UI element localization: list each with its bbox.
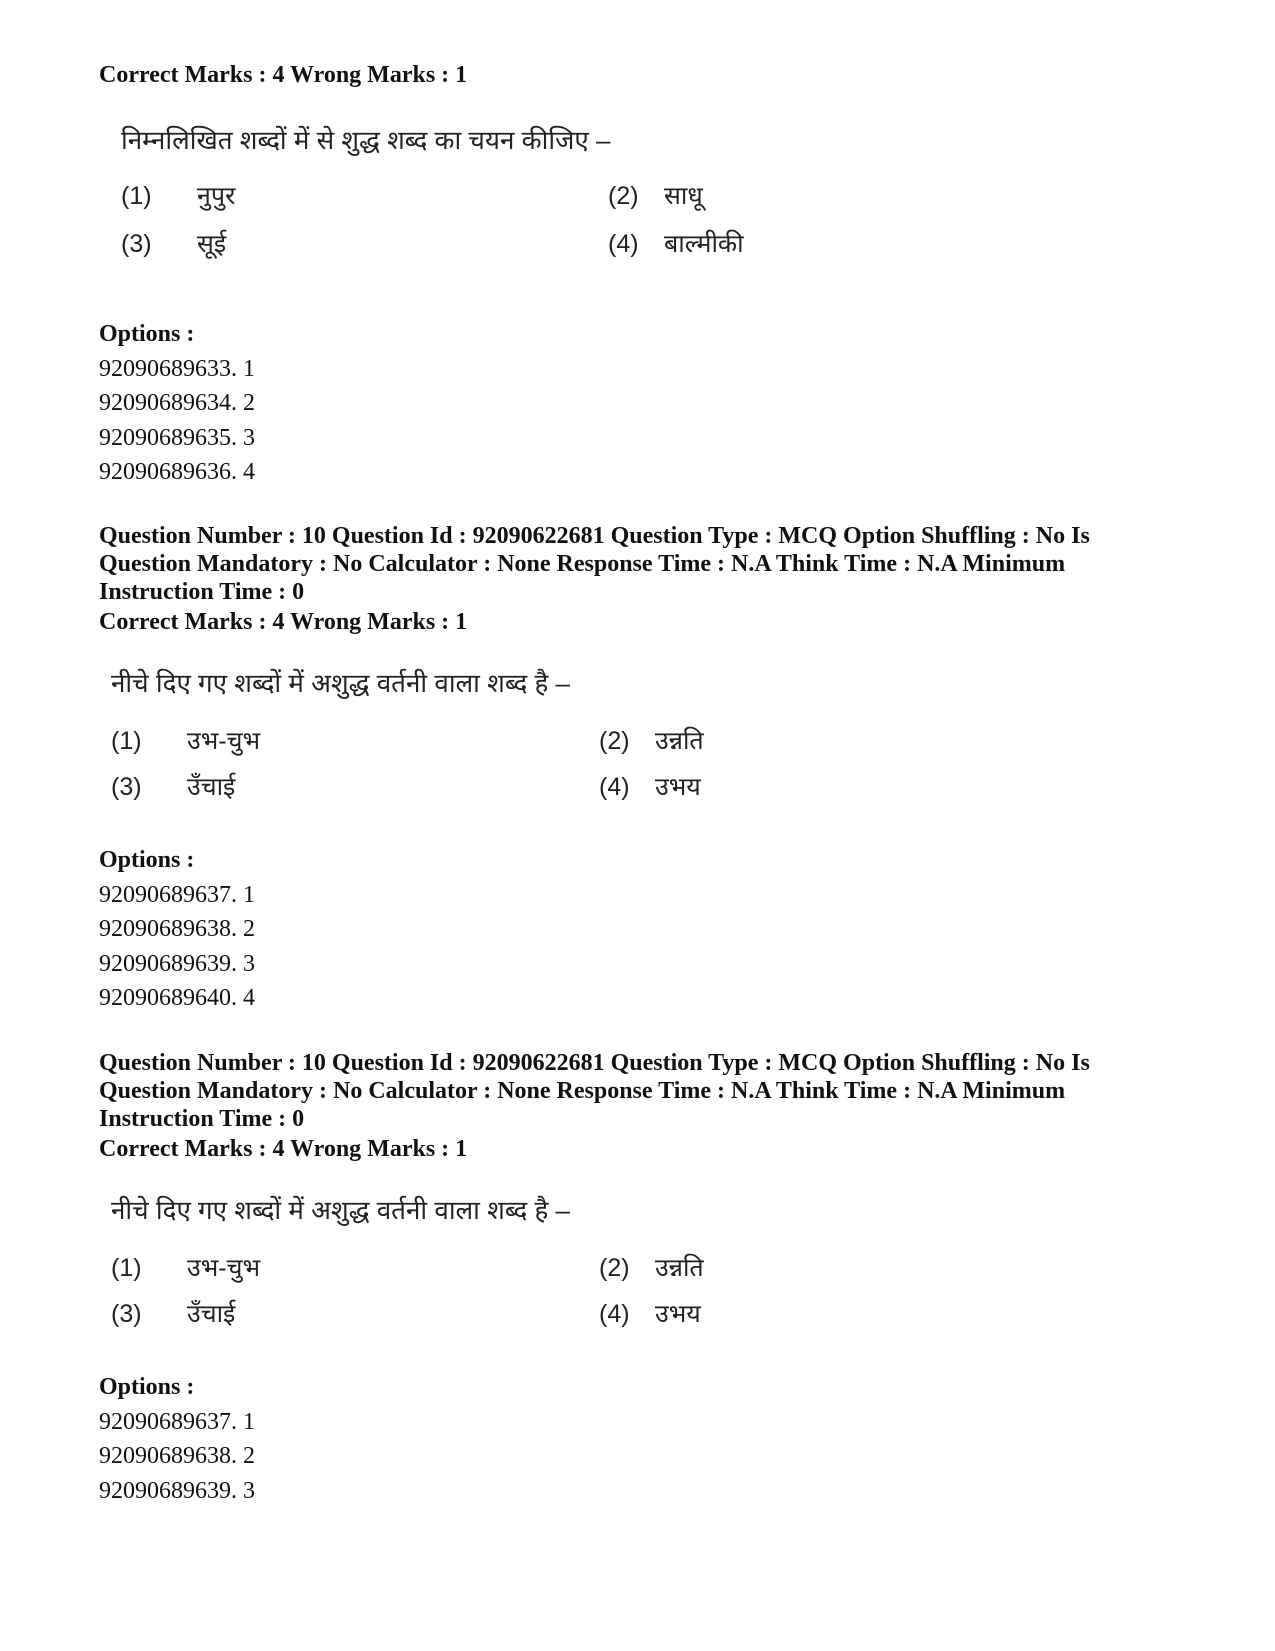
choice-number: (1) [121, 182, 152, 210]
meta-line-1: Question Number : 10 Question Id : 92090622681 Question Type : MCQ Option Shuffling : No Is [99, 1050, 1090, 1076]
q10b-options-list [99, 1370, 255, 1508]
meta-line-1: Question Number : 10 Question Id : 92090622681 Question Type : MCQ Option Shuffling : No Is [99, 523, 1090, 549]
meta-line-2: Question Mandatory : No Calculator : None Response Time : N.A Think Time : N.A Minimum [99, 1078, 1066, 1104]
option-line: 92090689638. 2 [99, 916, 255, 942]
meta-line-2: Question Mandatory : No Calculator : None Response Time : N.A Think Time : N.A Minimum [99, 551, 1066, 577]
choice-number: (4) [599, 1300, 630, 1328]
choice-number: (1) [111, 727, 142, 755]
choice-number: (3) [121, 230, 152, 258]
choice-text: उँचाई [187, 773, 236, 801]
choice-text: नुपुर [197, 182, 236, 210]
choice-number: (4) [608, 230, 639, 258]
q10a-options-list [99, 843, 255, 1016]
meta-line-3: Instruction Time : 0 [99, 579, 305, 605]
choice-text: साधू [664, 182, 703, 210]
choice-text: सूई [197, 230, 227, 258]
q9-question-text: निम्नलिखित शब्दों में से शुद्ध शब्द का चयन कीजिए – [121, 125, 611, 155]
option-line: 92090689633. 1 [99, 355, 255, 382]
q10b-metadata [99, 1049, 1090, 1133]
q9-choice-4 [608, 229, 744, 259]
q10a-choice-1 [111, 726, 260, 756]
q10b-marks: Correct Marks : 4 Wrong Marks : 1 [99, 1136, 468, 1162]
q10a-question-text: नीचे दिए गए शब्दों में अशुद्ध वर्तनी वाला शब्द है – [111, 668, 570, 698]
q10b-choice-4 [599, 1299, 701, 1329]
choice-text: उभ-चुभ [187, 727, 261, 755]
q10a-choice-4 [599, 772, 701, 802]
choice-number: (3) [111, 1300, 142, 1328]
option-line: 92090689640. 4 [99, 985, 255, 1011]
option-line: 92090689637. 1 [99, 1408, 255, 1435]
choice-number: (2) [599, 1254, 630, 1282]
meta-line-3: Instruction Time : 0 [99, 1106, 305, 1132]
options-heading: Options : [99, 847, 195, 873]
choice-text: उन्नति [655, 1254, 704, 1282]
option-line: 92090689634. 2 [99, 390, 255, 416]
q10a-choice-3 [111, 772, 235, 802]
choice-number: (4) [599, 773, 630, 801]
q9-choice-1 [121, 181, 235, 211]
choice-text: उभ-चुभ [187, 1254, 261, 1282]
q10a-marks: Correct Marks : 4 Wrong Marks : 1 [99, 609, 468, 635]
q10b-choice-3 [111, 1299, 235, 1329]
choice-number: (1) [111, 1254, 142, 1282]
q10a-metadata [99, 522, 1090, 606]
q9-choice-2 [608, 181, 703, 211]
choice-number: (3) [111, 773, 142, 801]
choice-text: उभय [655, 1300, 701, 1328]
choice-number: (2) [608, 182, 639, 210]
choice-text: बाल्मीकी [664, 230, 744, 258]
q9-choice-3 [121, 229, 226, 259]
q10b-question-text: नीचे दिए गए शब्दों में अशुद्ध वर्तनी वाला शब्द है – [111, 1195, 570, 1225]
option-line: 92090689639. 3 [99, 950, 255, 977]
options-heading: Options : [99, 1374, 195, 1400]
option-line: 92090689636. 4 [99, 459, 255, 485]
option-line: 92090689635. 3 [99, 424, 255, 451]
choice-number: (2) [599, 727, 630, 755]
q10b-choice-2 [599, 1253, 704, 1283]
option-line: 92090689638. 2 [99, 1443, 255, 1469]
q9-options-list [99, 317, 255, 490]
options-heading: Options : [99, 321, 195, 347]
option-line: 92090689639. 3 [99, 1477, 255, 1504]
choice-text: उँचाई [187, 1300, 236, 1328]
q9-marks: Correct Marks : 4 Wrong Marks : 1 [99, 62, 468, 88]
choice-text: उभय [655, 773, 701, 801]
q10a-choice-2 [599, 726, 704, 756]
q10b-choice-1 [111, 1253, 260, 1283]
option-line: 92090689637. 1 [99, 881, 255, 908]
choice-text: उन्नति [655, 727, 704, 755]
